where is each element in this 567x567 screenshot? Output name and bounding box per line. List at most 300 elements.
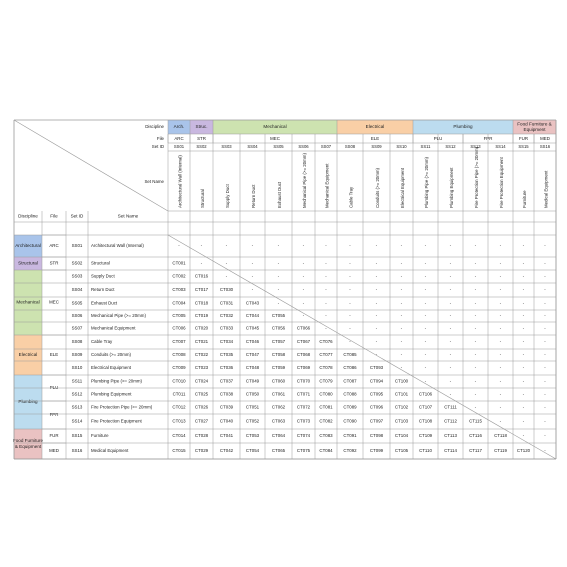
clash-test-cell: - [449, 243, 452, 249]
clash-test-cell: CT076 [319, 339, 333, 345]
clash-test-cell: - [225, 260, 228, 266]
row-set-id: SS05 [71, 300, 83, 306]
clash-test-cell: CT074 [296, 433, 311, 439]
clash-test-cell: - [449, 325, 452, 331]
clash-test-cell: CT055 [271, 313, 286, 319]
clash-test-cell: CT056 [271, 325, 286, 331]
discipline-header-label: Food Furniture & [517, 121, 552, 127]
clash-test-cell: - [375, 287, 378, 293]
clash-test-cell: - [349, 273, 351, 279]
clash-test-cell: CT042 [219, 448, 234, 454]
row-set-id: SS03 [71, 273, 83, 279]
clash-test-cell: - [400, 313, 403, 319]
clash-test-cell: CT023 [194, 365, 209, 371]
file-header-cell: ARC [174, 136, 184, 142]
clash-test-cell: - [522, 273, 525, 279]
clash-test-cell: CT038 [219, 391, 234, 397]
clash-test-cell: CT033 [219, 325, 234, 331]
clash-test-cell: - [277, 260, 280, 266]
clash-test-cell: - [449, 339, 452, 345]
clash-test-cell: - [251, 287, 254, 293]
set-id-header-cell: SS09 [371, 144, 382, 150]
clash-test-cell: CT084 [319, 448, 333, 454]
row-file-cell: STR [49, 260, 59, 266]
clash-test-cell: - [200, 260, 203, 266]
clash-test-cell: - [499, 404, 502, 410]
clash-test-cell: CT050 [245, 391, 260, 397]
clash-test-cell: - [544, 448, 546, 454]
clash-test-cell: CT101 [394, 391, 409, 397]
clash-test-cell: - [544, 365, 546, 371]
row-set-id: SS14 [71, 418, 83, 424]
clash-test-cell: CT030 [219, 287, 234, 293]
set-id-header-cell: SS12 [445, 144, 456, 150]
clash-test-cell: - [474, 300, 477, 306]
clash-test-cell: CT109 [418, 433, 433, 439]
clash-test-cell: - [349, 260, 351, 266]
clash-test-cell: CT115 [469, 418, 482, 424]
set-id-header-cell: SS15 [518, 144, 529, 150]
file-header-cell: MED [540, 136, 550, 142]
clash-test-cell: - [544, 243, 546, 249]
clash-test-cell: CT039 [219, 404, 234, 410]
clash-test-cell: CT015 [172, 448, 186, 454]
clash-test-cell: CT103 [394, 418, 409, 424]
clash-test-cell: - [400, 352, 403, 358]
clash-test-cell: - [499, 287, 502, 293]
clash-test-cell: - [522, 391, 525, 397]
row-set-id: SS07 [71, 325, 83, 331]
clash-test-cell: - [544, 418, 546, 424]
clash-test-cell: - [522, 378, 525, 384]
clash-test-cell: CT093 [369, 365, 384, 371]
clash-test-cell: CT057 [271, 339, 286, 345]
file-header-cell: FUR [518, 136, 529, 142]
set-id-header-cell: SS11 [420, 144, 431, 150]
row-set-name: Plumbing Pipe (>= 20mm) [91, 378, 143, 384]
clash-test-cell: CT025 [194, 391, 209, 397]
row-set-id: SS13 [71, 404, 83, 410]
clash-test-cell: CT022 [194, 352, 209, 358]
clash-test-cell: CT116 [469, 433, 482, 439]
clash-test-cell: CT086 [343, 365, 357, 371]
clash-test-cell: - [375, 260, 378, 266]
clash-test-cell: - [522, 433, 525, 439]
clash-test-cell: - [400, 300, 403, 306]
clash-test-cell: - [302, 260, 305, 266]
clash-test-cell: - [375, 300, 378, 306]
row-set-id: SS08 [71, 339, 83, 345]
clash-test-cell: - [449, 273, 452, 279]
discipline-header-label: Mechanical [263, 124, 287, 130]
clash-test-cell: - [474, 404, 477, 410]
clash-test-cell: - [544, 433, 546, 439]
clash-test-cell: CT069 [296, 365, 311, 371]
clash-test-cell: - [544, 313, 546, 319]
clash-test-cell: - [302, 243, 305, 249]
clash-test-cell: - [424, 260, 427, 266]
clash-test-cell: CT095 [369, 391, 384, 397]
clash-test-cell: - [474, 365, 477, 371]
clash-test-cell: CT054 [245, 448, 260, 454]
clash-test-cell: - [400, 243, 403, 249]
row-set-id: SS01 [71, 243, 83, 249]
clash-test-cell: - [424, 325, 427, 331]
discipline-header-label: Struc. [195, 124, 208, 130]
clash-test-cell: CT120 [516, 448, 531, 454]
matrix-diagonal [168, 235, 556, 459]
clash-test-cell: - [178, 243, 180, 249]
clash-test-cell: CT067 [296, 339, 311, 345]
clash-test-cell: - [251, 243, 254, 249]
file-header-cell: MEC [270, 136, 280, 142]
set-name-header-cell: Plumbing Equipment [449, 167, 455, 208]
clash-test-cell: CT005 [172, 313, 186, 319]
clash-test-cell: - [474, 339, 477, 345]
clash-test-cell: - [449, 352, 452, 358]
row-set-name: Electrical Equipment [91, 365, 132, 371]
clash-test-cell: - [400, 339, 403, 345]
clash-test-cell: CT112 [444, 418, 457, 424]
clash-test-cell: CT080 [319, 391, 333, 397]
row-file-cell: PLU [49, 385, 59, 391]
set-name-header-cell: Return Duct [251, 184, 257, 208]
row-set-name: Supply Duct [91, 273, 115, 279]
clash-test-cell: - [400, 325, 403, 331]
row-set-name: Return Duct [91, 287, 115, 293]
clash-test-cell: - [544, 404, 546, 410]
clash-test-cell: - [544, 352, 546, 358]
clash-test-cell: - [424, 378, 427, 384]
clash-test-cell: CT034 [219, 339, 234, 345]
clash-test-cell: - [325, 313, 327, 319]
clash-test-cell: - [375, 352, 378, 358]
clash-test-cell: - [499, 273, 502, 279]
clash-test-cell: - [522, 325, 525, 331]
clash-test-cell: - [302, 300, 305, 306]
row-discipline-label: Architectural [15, 243, 41, 249]
row-file-cell: FPR [49, 412, 59, 418]
clash-test-cell: - [302, 273, 305, 279]
discipline-header-label: Equipment [523, 127, 546, 133]
clash-test-cell: - [499, 378, 502, 384]
clash-test-cell: CT041 [219, 433, 234, 439]
clash-test-cell: - [225, 273, 228, 279]
clash-test-cell: - [349, 287, 351, 293]
clash-test-cell: - [375, 243, 378, 249]
clash-test-cell: CT006 [172, 325, 186, 331]
clash-test-cell: - [400, 260, 403, 266]
set-name-header-cell: Electrical Equipment [400, 167, 406, 208]
clash-test-cell: CT087 [343, 378, 357, 384]
clash-test-cell: CT059 [271, 365, 286, 371]
clash-test-cell: - [544, 391, 546, 397]
clash-test-cell: CT035 [219, 352, 234, 358]
row-discipline-label: Electrical [18, 352, 38, 358]
set-id-header-cell: SS16 [539, 144, 551, 150]
set-name-header-cell: Furniture [522, 190, 528, 208]
clash-test-cell: - [544, 273, 546, 279]
clash-test-cell: CT081 [319, 404, 333, 410]
set-name-header-cell: Fire Protection Pipe (>= 20mm) [474, 146, 480, 208]
clash-test-cell: - [449, 300, 452, 306]
clash-test-cell: - [375, 273, 378, 279]
clash-test-cell: CT062 [271, 404, 286, 410]
set-name-header-cell: Exhaust Duct [277, 181, 283, 208]
set-name-header-cell: Medical Equipment [543, 170, 549, 208]
row-header-discipline: Discipline [18, 213, 38, 219]
clash-test-cell: - [424, 273, 427, 279]
set-name-header-cell: Architectural Wall (Internal) [177, 155, 183, 208]
clash-test-cell: CT007 [172, 339, 186, 345]
clash-test-cell: - [522, 339, 525, 345]
clash-test-cell: - [474, 273, 477, 279]
clash-test-cell: - [522, 243, 525, 249]
clash-test-cell: - [325, 325, 327, 331]
header-diagonal [14, 120, 168, 211]
clash-test-cell: - [522, 287, 525, 293]
clash-test-cell: CT049 [245, 378, 260, 384]
set-name-header-cell: Structural [200, 189, 206, 208]
clash-test-cell: CT048 [245, 365, 260, 371]
file-header-cell: PLU [433, 136, 443, 142]
row-discipline-label: & Equipment [14, 444, 42, 450]
set-id-header-cell: SS10 [396, 144, 407, 150]
clash-test-cell: CT100 [394, 378, 409, 384]
row-header-setname: Set Name [117, 213, 139, 219]
clash-test-cell: - [424, 243, 427, 249]
clash-test-cell: - [349, 243, 351, 249]
row-file-cell: MEC [49, 299, 59, 305]
clash-test-cell: CT036 [219, 365, 234, 371]
clash-test-cell: CT016 [194, 273, 209, 279]
clash-test-cell: CT082 [319, 418, 333, 424]
row-set-name: Conduits (>= 20mm) [91, 352, 132, 358]
clash-test-cell: CT031 [219, 300, 234, 306]
clash-test-cell: - [522, 260, 525, 266]
clash-test-cell: - [424, 313, 427, 319]
clash-test-cell: CT105 [394, 448, 409, 454]
clash-test-cell: - [522, 313, 525, 319]
clash-test-cell: - [449, 365, 452, 371]
clash-test-cell: CT045 [245, 325, 260, 331]
clash-test-cell: - [375, 339, 378, 345]
file-header-cell: STR [197, 136, 206, 142]
clash-test-cell: CT091 [343, 433, 357, 439]
clash-test-cell: CT098 [369, 433, 384, 439]
clash-test-cell: - [375, 325, 378, 331]
clash-test-cell: CT026 [194, 404, 209, 410]
set-id-header-cell: SS05 [273, 144, 284, 150]
clash-test-cell: CT008 [172, 352, 186, 358]
clash-test-cell: CT001 [172, 260, 186, 266]
clash-test-cell: CT043 [245, 300, 260, 306]
clash-test-cell: - [474, 260, 477, 266]
clash-test-cell: - [225, 243, 228, 249]
set-id-header-cell: SS07 [320, 144, 332, 150]
clash-test-cell: - [499, 365, 502, 371]
row-set-name: Fire Protection Pipe (>= 20mm) [91, 404, 153, 410]
clash-test-cell: - [449, 391, 452, 397]
clash-test-cell: CT079 [319, 378, 333, 384]
set-name-header-cell: Plumbing Pipe (>= 20mm) [424, 156, 430, 208]
clash-test-cell: - [544, 300, 546, 306]
row-header-setid: Set ID [70, 213, 84, 219]
clash-test-cell: CT094 [369, 378, 384, 384]
clash-test-cell: - [325, 300, 327, 306]
clash-test-cell: - [251, 260, 254, 266]
header-discipline-label: Discipline [145, 124, 164, 130]
clash-test-cell: - [375, 313, 378, 319]
row-file-cell: MED [49, 448, 59, 454]
set-id-header-cell: SS14 [495, 144, 506, 150]
set-id-header-cell: SS02 [196, 144, 207, 150]
clash-test-cell: CT083 [319, 433, 333, 439]
clash-test-cell: - [449, 378, 452, 384]
row-set-name: Furniture [91, 433, 109, 439]
row-set-name: Mechanical Pipe (>= 20mm) [91, 313, 146, 319]
clash-test-cell: - [325, 243, 327, 249]
row-file-cell: FUR [49, 433, 59, 439]
clash-test-cell: CT053 [245, 433, 260, 439]
clash-test-cell: - [474, 352, 477, 358]
clash-test-cell: CT029 [194, 448, 209, 454]
clash-test-cell: CT058 [271, 352, 286, 358]
row-set-id: SS09 [71, 352, 83, 358]
clash-test-cell: - [400, 287, 403, 293]
clash-test-cell: CT073 [296, 418, 311, 424]
clash-test-cell: - [302, 287, 305, 293]
row-set-id: SS15 [71, 433, 83, 439]
row-set-name: Plumbing Equipment [91, 391, 132, 397]
row-set-id: SS12 [71, 391, 83, 397]
clash-test-cell: CT002 [172, 273, 186, 279]
clash-test-cell: CT014 [172, 433, 186, 439]
clash-test-cell: CT040 [219, 418, 234, 424]
row-set-name: Cable Tray [91, 339, 113, 345]
clash-test-cell: CT009 [172, 365, 186, 371]
row-set-id: SS10 [71, 365, 83, 371]
clash-test-cell: - [474, 287, 477, 293]
clash-test-cell: CT089 [343, 404, 357, 410]
row-set-id: SS06 [71, 313, 83, 319]
row-set-id: SS04 [71, 287, 83, 293]
clash-test-cell: - [544, 339, 546, 345]
clash-test-cell: CT104 [394, 433, 409, 439]
row-set-name: Architectural Wall (Internal) [91, 243, 144, 249]
set-id-header-cell: SS06 [298, 144, 309, 150]
row-set-id: SS11 [71, 378, 83, 384]
clash-test-cell: - [499, 313, 502, 319]
set-id-header-cell: SS01 [173, 144, 185, 150]
set-name-header-cell: Fire Protection Equipment [499, 157, 505, 208]
clash-test-cell: CT060 [271, 378, 286, 384]
clash-test-cell: - [499, 391, 502, 397]
clash-test-cell: CT108 [418, 418, 433, 424]
clash-test-cell: CT028 [194, 433, 209, 439]
clash-test-cell: CT117 [469, 448, 482, 454]
clash-test-cell: CT068 [296, 352, 311, 358]
clash-test-cell: CT110 [419, 448, 432, 454]
clash-test-cell: CT085 [343, 352, 357, 358]
row-file-cell: ARC [49, 243, 59, 249]
clash-test-cell: - [349, 325, 351, 331]
clash-test-cell: CT024 [194, 378, 209, 384]
clash-test-cell: CT052 [245, 418, 260, 424]
clash-test-cell: CT077 [319, 352, 333, 358]
discipline-header-label: Electrical [365, 124, 385, 130]
clash-test-cell: CT072 [296, 404, 311, 410]
header-file-label: File [156, 136, 164, 142]
clash-test-cell: CT064 [271, 433, 286, 439]
clash-test-cell: CT063 [271, 418, 286, 424]
set-name-header-cell: Supply Duct [225, 184, 231, 208]
clash-test-cell: CT051 [245, 404, 260, 410]
clash-test-cell: - [474, 313, 477, 319]
clash-test-cell: CT114 [444, 448, 457, 454]
clash-test-cell: CT092 [343, 448, 357, 454]
set-id-header-cell: SS04 [247, 144, 258, 150]
row-discipline-label: Structural [18, 260, 38, 266]
clash-test-cell: - [302, 313, 305, 319]
clash-test-cell: - [424, 352, 427, 358]
clash-test-cell: CT099 [369, 448, 384, 454]
clash-test-cell: CT066 [296, 325, 311, 331]
row-set-name: Structural [91, 260, 110, 266]
clash-test-cell: - [499, 243, 502, 249]
clash-test-cell: CT096 [369, 404, 384, 410]
clash-test-cell: CT111 [444, 404, 457, 410]
clash-test-cell: - [522, 404, 525, 410]
clash-test-cell: - [325, 260, 327, 266]
clash-test-cell: - [522, 365, 525, 371]
clash-test-cell: CT032 [219, 313, 234, 319]
row-header-file: File [50, 213, 58, 219]
set-id-header-cell: SS03 [221, 144, 232, 150]
row-discipline-label: Mechanical [16, 299, 40, 305]
row-set-id: SS16 [71, 448, 83, 454]
clash-test-cell: - [474, 378, 477, 384]
clash-test-cell: CT097 [369, 418, 384, 424]
clash-test-cell: CT037 [219, 378, 234, 384]
clash-test-cell: - [522, 300, 525, 306]
clash-test-cell: CT090 [343, 418, 357, 424]
clash-test-cell: - [499, 339, 502, 345]
clash-test-cell: - [544, 260, 546, 266]
clash-test-cell: CT020 [194, 325, 209, 331]
clash-test-cell: CT065 [271, 448, 286, 454]
clash-test-cell: CT102 [394, 404, 409, 410]
clash-test-cell: - [349, 313, 351, 319]
clash-test-cell: - [400, 273, 403, 279]
clash-test-cell: CT119 [494, 448, 507, 454]
clash-test-cell: CT003 [172, 287, 186, 293]
row-set-id: SS02 [71, 260, 83, 266]
clash-test-cell: - [424, 287, 427, 293]
clash-test-cell: CT046 [245, 339, 260, 345]
row-discipline-label: Plumbing [18, 399, 38, 405]
discipline-header-label: Plumbing [453, 124, 473, 130]
clash-test-cell: CT075 [296, 448, 311, 454]
clash-test-cell: CT061 [271, 391, 286, 397]
clash-test-cell: - [474, 243, 477, 249]
clash-test-cell: CT106 [418, 391, 433, 397]
clash-test-cell: - [424, 365, 427, 371]
clash-test-cell: - [544, 325, 546, 331]
clash-test-cell: CT071 [296, 391, 311, 397]
clash-test-cell: CT010 [172, 378, 186, 384]
clash-test-cell: CT012 [172, 404, 186, 410]
